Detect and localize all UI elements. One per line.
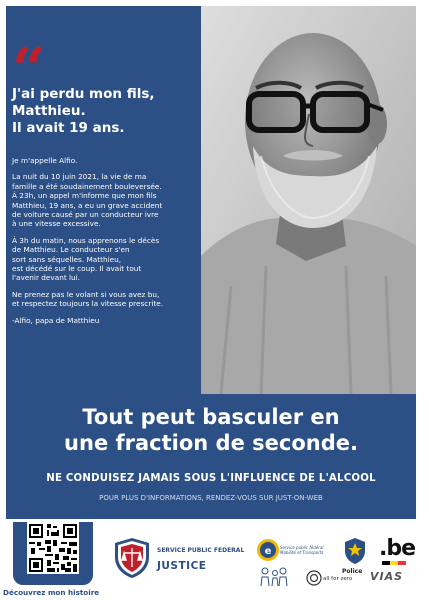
qr-caption: Découvrez mon histoire <box>3 588 100 597</box>
qr-code-icon[interactable] <box>27 522 79 574</box>
spf-label: SERVICE PUBLIC FEDERAL <box>157 547 245 554</box>
be-logo-text: .be <box>379 536 416 561</box>
story-paragraph: Ne prenez pas le volant si vous avez bu, et respectez toujours la vitesse prescrite. <box>12 289 164 309</box>
info-text: POUR PLUS D'INFORMATIONS, RENDEZ-VOUS SUR JUST-ON-WEB <box>99 494 323 502</box>
belgian-flag-stripe-icon <box>382 561 406 565</box>
police-badge-icon <box>344 537 366 565</box>
warning-text: NE CONDUISEZ JAMAIS SOUS L'INFLUENCE DE L'ALCOOL <box>46 473 376 484</box>
family-pictogram-icon <box>258 566 288 588</box>
story-text <box>12 156 196 332</box>
mobility-logo-icon <box>256 538 280 562</box>
svg-text:e: e <box>264 546 272 557</box>
tagline: Tout peut basculer en une fraction de seconde. <box>64 405 358 455</box>
all-for-zero-icon <box>306 570 322 586</box>
story-paragraph: Je m'appelle Alfio. <box>12 156 78 165</box>
story-paragraph: La nuit du 10 juin 2021, la vie de ma famille a été soudainement bouleversée. À 23h, un appel m'informe que mon fils Matthieu, 19 ans, a eu un grave accident de voiture causé par un conducteur ivre à une vitesse excessive. <box>12 172 163 229</box>
vias-logo-text: VIAS <box>370 570 404 583</box>
story-paragraph: À 3h du matin, nous apprenons le décès de Matthieu. Le conducteur s'en sort sans séquelles. Matthieu, est décédé sur le coup. Il avait tout l'avenir devant lui. <box>12 235 160 283</box>
justice-label: JUSTICE <box>157 560 207 572</box>
justice-shield-icon <box>113 537 151 579</box>
mobility-label: Service public fédéral Mobilité et Transports <box>280 545 324 555</box>
quote-mark-icon: “ <box>12 35 46 103</box>
story-signature: -Alfio, papa de Matthieu <box>12 315 100 325</box>
all-for-zero-label: all for zero <box>323 576 353 582</box>
police-label: Police <box>342 568 363 575</box>
portrait-photo <box>201 6 416 394</box>
headline: J'ai perdu mon fils, Matthieu. Il avait 19 ans. <box>12 86 155 136</box>
